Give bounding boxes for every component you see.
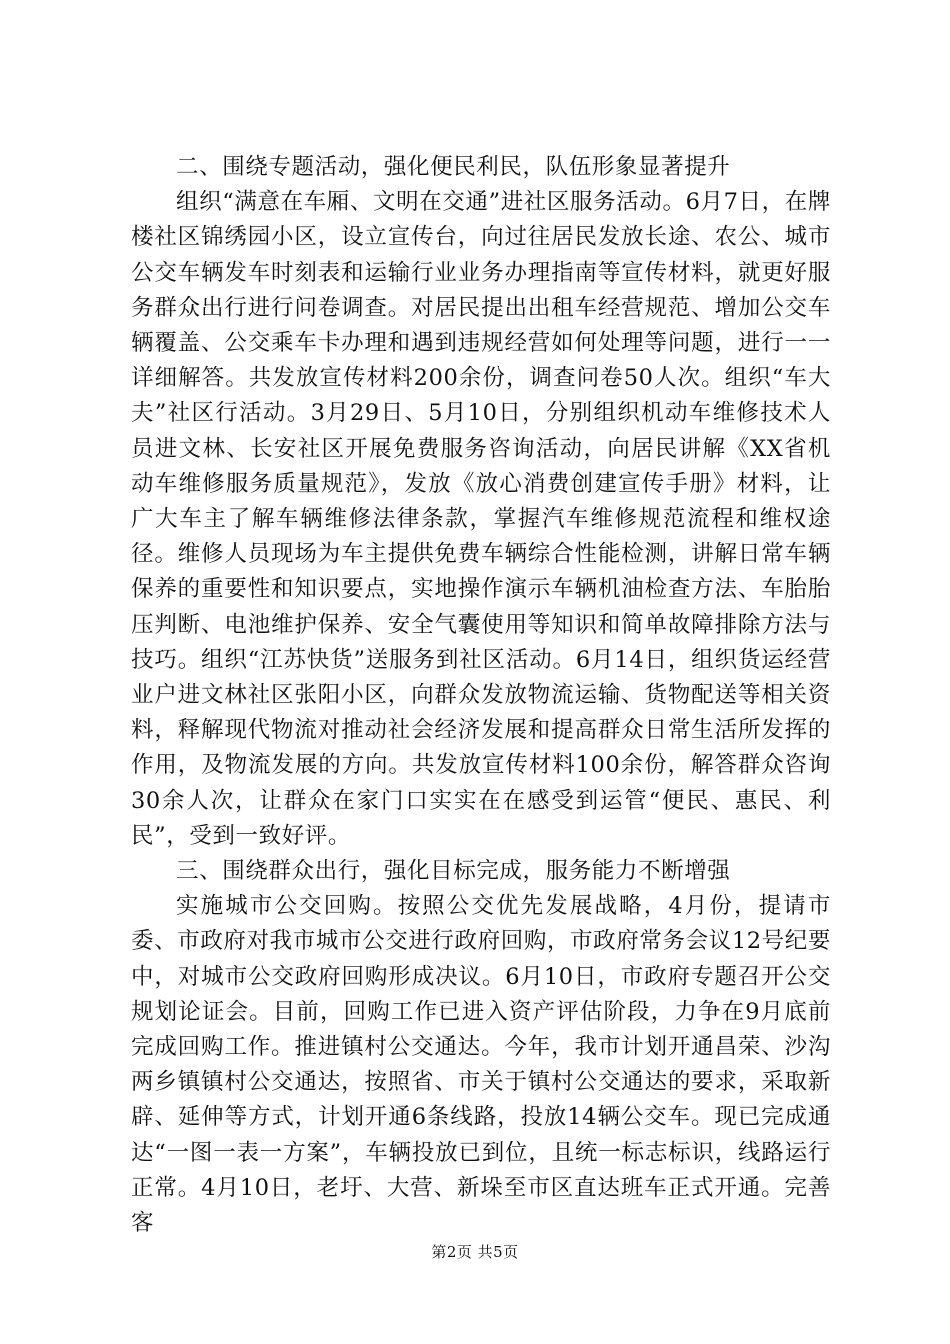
body-paragraph: 实施城市公交回购。按照公交优先发展战略，4月份，提请市委、市政府对我市城市公交进行政府回购，市政府常务会议12号纪要中，对城市公交政府回购形成决议。6月10日，市政府专题召开公交规划论证会。目前，回购工作已进入资产评估阶段，力争在9月底前完成回购工作。推进镇村公交通达。今年，我市计划开通昌荣、沙沟两乡镇镇村公交通达，按照省、市关于镇村公交通达的要求，采取新辟、延伸等方式，计划开通6条线路，投放14辆公交车。现已完成通达“一图一表一方案”，车辆投放已到位，且统一标志标识，线路运行正常。4月10日，老圩、大营、新垛至市区直达班车正式开通。完善客 <box>131 893 831 1237</box>
body-paragraph: 组织“满意在车厢、文明在交通”进社区服务活动。6月7日，在牌楼社区锦绣园小区，设立宣传台，向过往居民发放长途、农公、城市公交车辆发车时刻表和运输行业业务办理指南等宣传材料，就更好服务群众出行进行问卷调查。对居民提出出租车经营规范、增加公交车辆覆盖、公交乘车卡办理和遇到违规经营如何处理等问题，进行一一详细解答。共发放宣传材料200余份，调查问卷50人次。组织“车大夫”社区行活动。3月29日、5月10日，分别组织机动车维修技术人员进文林、长安社区开展免费服务咨询活动，向居民讲解《XX省机动车维修服务质量规范》，发放《放心消费创建宣传手册》材料，让广大车主了解车辆维修法律条款，掌握汽车维修规范流程和维权途径。维修人员现场为车主提供免费车辆综合性能检测，讲解日常车辆保养的重要性和知识要点，实地操作演示车辆机油检查方法、车胎胎压判断、电池维护保养、安全气囊使用等知识和简单故障排除方法与技巧。组织“江苏快货”送服务到社区活动。6月14日，组织货运经营业户进文林社区张阳小区，向群众发放物流运输、货物配送等相关资料，释解现代物流对推动社会经济发展和提高群众日常生活所发挥的作用，及物流发展的方向。共发放宣传材料100余份，解答群众咨询30余人次，让群众在家门口实实在在感受到运管“便民、惠民、利民”，受到一致好评。 <box>131 189 831 849</box>
section-heading-3: 三、围绕群众出行，强化目标完成，服务能力不断增强 <box>176 858 731 885</box>
page-number-footer: 第2页 共5页 <box>431 1243 519 1261</box>
document-body <box>131 150 831 1241</box>
section-heading-2: 二、围绕专题活动，强化便民利民，队伍形象显著提升 <box>176 154 731 180</box>
